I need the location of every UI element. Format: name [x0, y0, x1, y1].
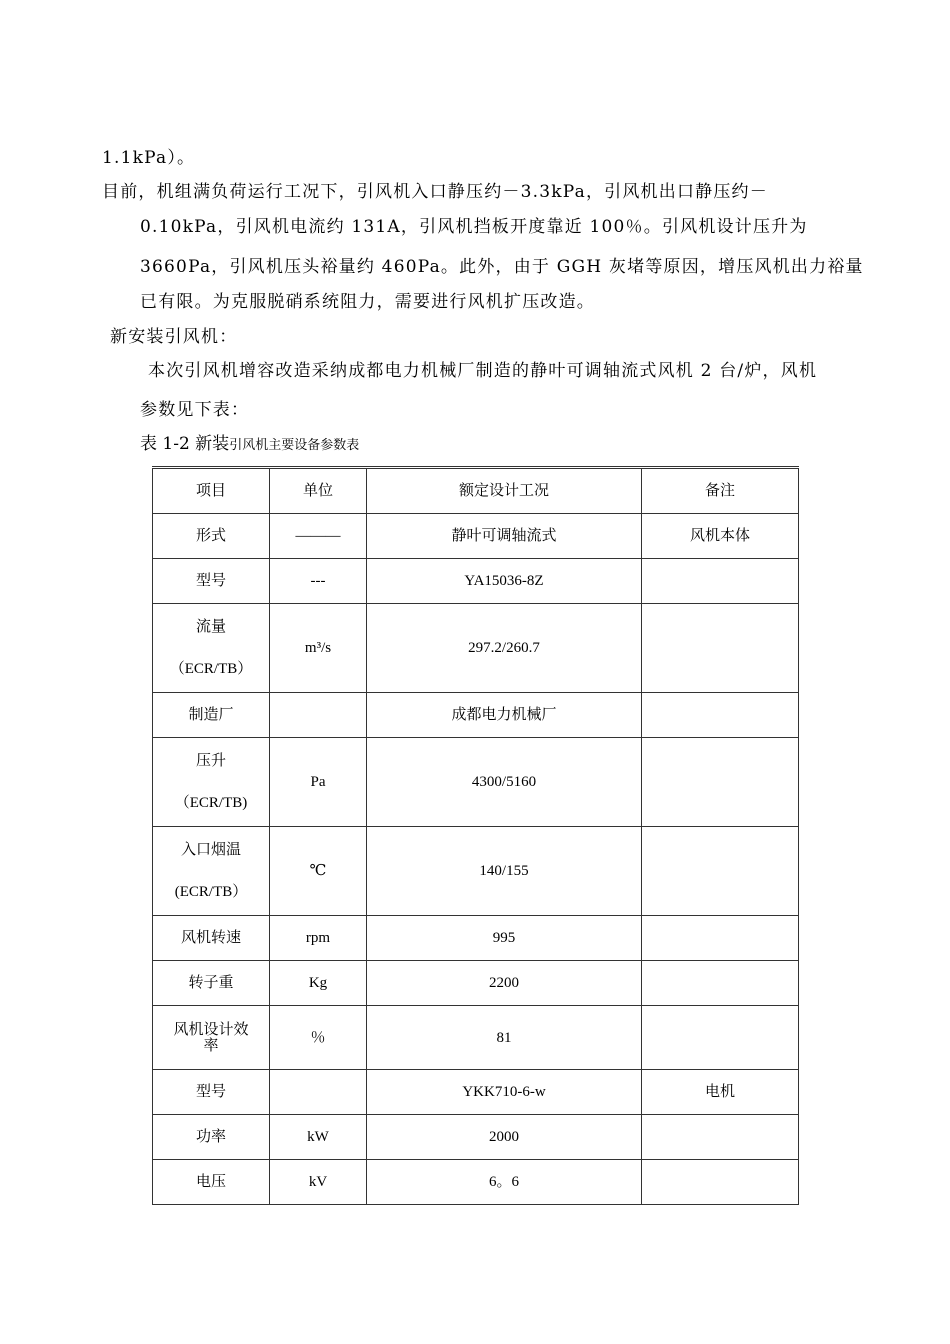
table-row	[153, 514, 799, 559]
cell-item: 制造厂	[153, 693, 270, 738]
cell-item: 电压	[153, 1160, 270, 1205]
cell-unit: ---	[270, 559, 367, 604]
cell-item: 功率	[153, 1115, 270, 1160]
table-row	[153, 559, 799, 604]
paragraph-line: 0.10kPa，引风机电流约 131A，引风机挡板开度靠近 100％。引风机设计压升为	[140, 217, 808, 237]
cell-unit	[270, 1070, 367, 1115]
cell-value: 140/155	[367, 827, 642, 916]
cell-value: 2200	[367, 961, 642, 1006]
table-row	[153, 693, 799, 738]
cell-value: 成都电力机械厂	[367, 693, 642, 738]
table-row	[153, 961, 799, 1006]
cell-note	[642, 1160, 799, 1205]
cell-note	[642, 559, 799, 604]
cell-note	[642, 604, 799, 693]
caption-suffix: 引风机主要设备参数表	[229, 438, 360, 453]
cell-value: 4300/5160	[367, 738, 642, 827]
cell-unit: kW	[270, 1115, 367, 1160]
cell-note	[642, 1115, 799, 1160]
cell-item	[153, 738, 270, 827]
caption-prefix: 表 1-2 新装	[140, 434, 230, 454]
cell-value: 2000	[367, 1115, 642, 1160]
table-row	[153, 604, 799, 693]
cell-unit: Pa	[270, 738, 367, 827]
cell-item-line2: 率	[203, 1037, 219, 1054]
cell-unit	[270, 693, 367, 738]
cell-item-line2: (ECR/TB）	[174, 884, 248, 900]
header-note: 备注	[642, 468, 799, 514]
cell-note	[642, 916, 799, 961]
cell-unit: ———	[270, 514, 367, 559]
paragraph-line: 本次引风机增容改造采纳成都电力机械厂制造的静叶可调轴流式风机 2 台/炉，风机	[148, 361, 818, 381]
cell-unit: Kg	[270, 961, 367, 1006]
cell-unit: ％	[270, 1006, 367, 1070]
cell-note	[642, 1006, 799, 1070]
cell-note	[642, 738, 799, 827]
cell-unit: rpm	[270, 916, 367, 961]
cell-unit: kV	[270, 1160, 367, 1205]
paragraph-line: 参数见下表：	[140, 400, 250, 420]
cell-unit: m³/s	[270, 604, 367, 693]
cell-value: 995	[367, 916, 642, 961]
table-row	[153, 738, 799, 827]
cell-note: 电机	[642, 1070, 799, 1115]
cell-item	[153, 1006, 270, 1070]
cell-item: 型号	[153, 559, 270, 604]
table-row	[153, 1006, 799, 1070]
cell-item: 转子重	[153, 961, 270, 1006]
cell-value: 6。6	[367, 1160, 642, 1205]
paragraph-line: 目前，机组满负荷运行工况下，引风机入口静压约－3.3kPa，引风机出口静压约－	[102, 182, 768, 202]
cell-item-line1: 压升	[195, 753, 226, 769]
section-heading: 新安装引风机：	[110, 327, 238, 347]
cell-unit: ℃	[270, 827, 367, 916]
table-row	[153, 827, 799, 916]
cell-note	[642, 693, 799, 738]
cell-value: 静叶可调轴流式	[367, 514, 642, 559]
table-row	[153, 1070, 799, 1115]
table-header-row	[153, 468, 799, 514]
cell-item: 风机转速	[153, 916, 270, 961]
cell-item: 型号	[153, 1070, 270, 1115]
fan-parameter-table	[152, 466, 799, 1205]
cell-note	[642, 827, 799, 916]
cell-item-line2: （ECR/TB)	[174, 795, 248, 811]
cell-item-line1: 流量	[195, 619, 226, 635]
cell-value: YKK710-6-w	[367, 1070, 642, 1115]
cell-value: YA15036-8Z	[367, 559, 642, 604]
cell-note	[642, 961, 799, 1006]
cell-item: 形式	[153, 514, 270, 559]
cell-item	[153, 604, 270, 693]
table-row	[153, 916, 799, 961]
cell-item-line1: 风机设计效	[173, 1021, 249, 1038]
cell-item-line1: 入口烟温	[180, 842, 241, 858]
cell-item-line2: （ECR/TB）	[169, 661, 253, 677]
cell-value: 297.2/260.7	[367, 604, 642, 693]
header-unit: 单位	[270, 468, 367, 514]
table-row	[153, 1115, 799, 1160]
table-caption	[140, 432, 359, 458]
paragraph-line: 3660Pa，引风机压头裕量约 460Pa。此外，由于 GGH 灰堵等原因，增压风机出力裕量	[140, 257, 864, 277]
table-row	[153, 1160, 799, 1205]
cell-value: 81	[367, 1006, 642, 1070]
header-value: 额定设计工况	[367, 468, 642, 514]
cell-note: 风机本体	[642, 514, 799, 559]
cell-item	[153, 827, 270, 916]
paragraph-line: 1.1kPa）。	[102, 148, 196, 168]
header-item: 项目	[153, 468, 270, 514]
paragraph-line: 已有限。为克服脱硝系统阻力，需要进行风机扩压改造。	[140, 292, 595, 312]
